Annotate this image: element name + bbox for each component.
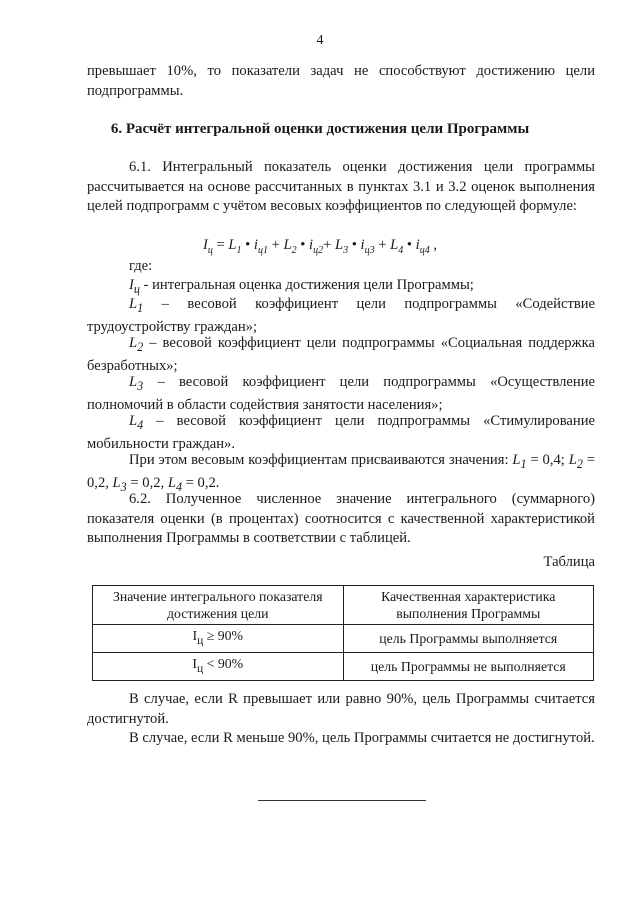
where-label: где:: [129, 258, 153, 274]
section-heading: 6. Расчёт интегральной оценки достижения цели Программы: [110, 121, 530, 137]
table-header-row: [93, 586, 594, 625]
table-row: [93, 652, 594, 680]
table-cell: цель Программы выполняется: [343, 625, 594, 653]
table-cell: $I_ц \ge 90\%$: [93, 625, 344, 653]
table-row: [93, 625, 594, 653]
table-cell: цель Программы не выполняется: [343, 652, 594, 680]
page-number: 4: [316, 33, 324, 48]
definition-l4: $L_4$ – весовой коэффициент цели подпрограммы «Стимулирование мобильности граждан».: [87, 413, 595, 453]
intro-paragraph: превышает 10%, то показатели задач не способствуют достижению цели подпрограммы.: [87, 63, 595, 99]
definition-l2: $L_2$ – весовой коэффициент цели подпрограммы «Социальная поддержка безработных»;: [87, 335, 595, 375]
conclusion-paragraph-1: В случае, если R превышает или равно 90%, цель Программы считается достигнутой.: [87, 691, 595, 727]
separator-line: [258, 800, 426, 801]
definition-l1: $L_1$ – весовой коэффициент цели подпрограммы «Содействие трудоустройству граждан»;: [87, 296, 595, 336]
conclusion-paragraph-2: В случае, если R меньше 90%, цель Программы считается не достигнутой.: [129, 730, 595, 746]
table-header-cell: Качественная характеристика выполнения Программы: [343, 586, 594, 625]
definition-l3: $L_3$ – весовой коэффициент цели подпрограммы «Осуществление полномочий в области содействия занятости населения»;: [87, 374, 595, 414]
paragraph-6-2: 6.2. Полученное численное значение интегрального (суммарного) показателя оценки (в процентах) соотносится с качественной характеристикой выполнения Программы в соответствии с таблицей.: [87, 491, 595, 546]
weights-paragraph: При этом весовым коэффициентам присваиваются значения: $L_1 = 0,4$; $L_2 = 0,2$, $L_3 = 0,2$, $L_4 = 0,2$.: [87, 452, 595, 495]
evaluation-table: [92, 585, 594, 681]
paragraph-6-1: 6.1. Интегральный показатель оценки достижения цели программы рассчитывается на основе рассчитанных в пунктах 3.1 и 3.2 оценок выполнения целей подпрограмм с учётом весовых коэффициентов по следующей формуле:: [87, 159, 595, 214]
formula: $I_ц = L_1$ • $i_{ц1} + L_2$ • $i_{ц2}+ L_3$ • $i_{ц3} + L_4$ • $i_{ц4}$ ,: [202, 237, 438, 256]
definition-iц: $I_ц$ - интегральная оценка достижения цели Программы;: [129, 277, 474, 296]
table-label: Таблица: [543, 554, 595, 570]
table-header-cell: Значение интегрального показателя достижения цели: [93, 586, 344, 625]
table-cell: $I_ц < 90\%$: [93, 652, 344, 680]
